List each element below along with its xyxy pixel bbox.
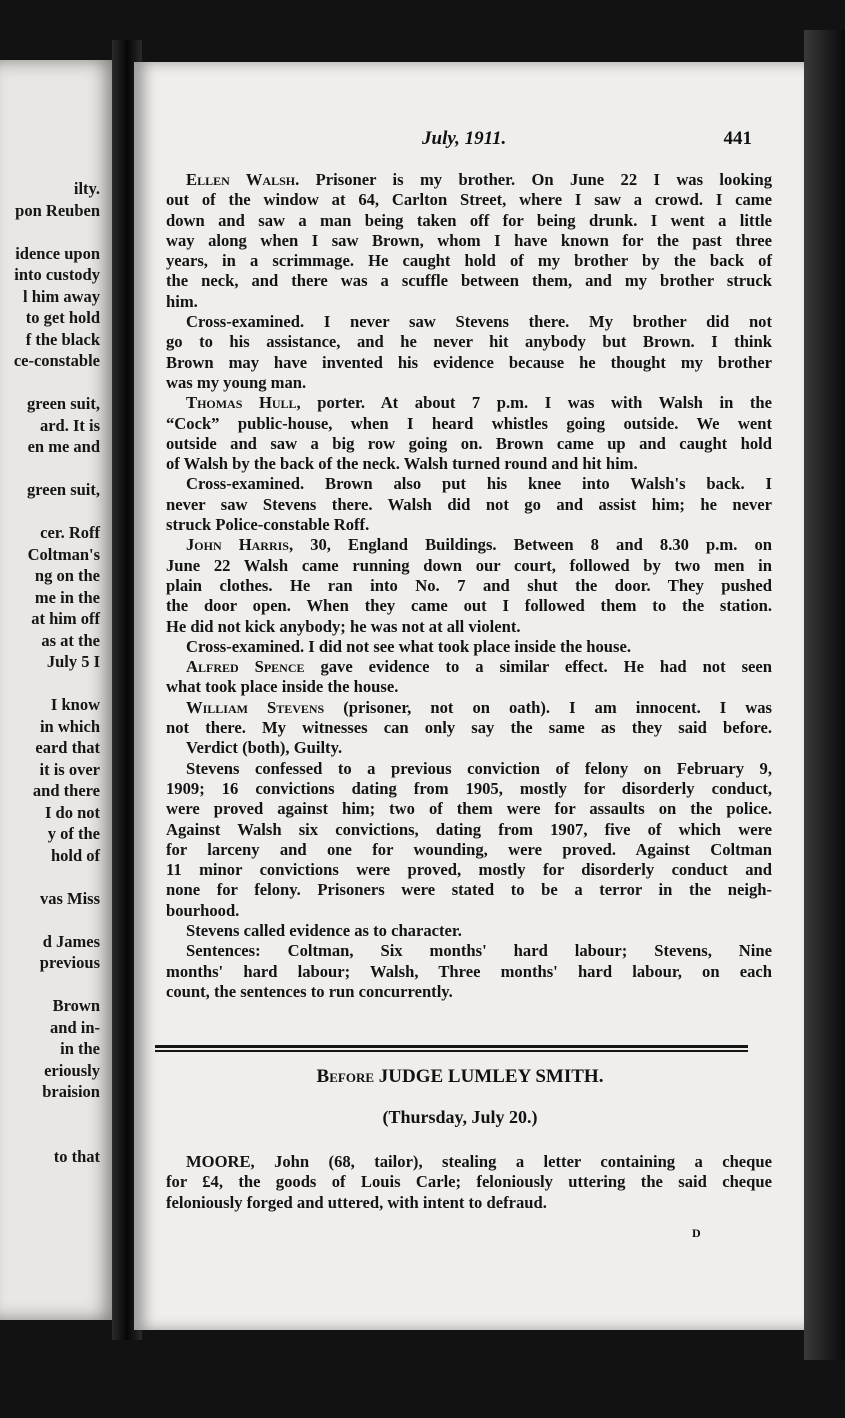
line-text: plain clothes. He ran into No. 7 and shut the door. They pushed bbox=[166, 575, 772, 595]
left-fragment-line: vas Miss bbox=[39, 888, 100, 908]
line-text: Verdict (both), Guilty. bbox=[186, 738, 343, 758]
left-fragment-line: cer. Roff bbox=[40, 523, 100, 542]
section-rule-thick bbox=[155, 1045, 748, 1048]
text-line bbox=[166, 677, 772, 697]
left-fragment-line: Coltman's bbox=[27, 544, 100, 564]
line-text: Stevens confessed to a previous conviction of felony on February 9, bbox=[186, 758, 772, 778]
left-fragment-line: and there bbox=[32, 781, 100, 800]
text-line bbox=[166, 373, 772, 393]
left-fragment-line: at him off bbox=[31, 609, 100, 628]
witness-name: Alfred Spence bbox=[186, 657, 305, 677]
left-fragment-line: eriously bbox=[44, 1060, 100, 1080]
text-line bbox=[166, 454, 772, 474]
line-text: outside and saw a big row going on. Brown came up and caught hold bbox=[166, 433, 772, 453]
left-fragment-line: green suit, bbox=[26, 480, 100, 499]
left-fragment-line bbox=[0, 372, 100, 394]
signature-mark: D bbox=[692, 1226, 701, 1240]
text-line bbox=[166, 799, 772, 819]
line-text: down and saw a man being taken off for being drunk. I went a little bbox=[166, 210, 772, 230]
text-line bbox=[166, 921, 772, 941]
left-fragment-line: in which bbox=[39, 716, 100, 736]
testimony-text bbox=[166, 170, 772, 1002]
witness-name: John Harris, bbox=[186, 535, 294, 555]
left-fragment-line: Brown bbox=[52, 996, 100, 1015]
left-fragment-line bbox=[0, 1124, 100, 1146]
section-rule-thin bbox=[155, 1050, 748, 1052]
line-text: bourhood. bbox=[166, 900, 240, 920]
text-line bbox=[166, 332, 772, 352]
line-text: go to his assistance, and he never hit anybody but Brown. I think bbox=[166, 332, 772, 352]
left-page bbox=[0, 60, 118, 1320]
text-line bbox=[166, 515, 772, 535]
left-fragment-line bbox=[0, 974, 100, 996]
line-text: never saw Stevens there. Walsh did not go and assist him; he never bbox=[166, 494, 772, 514]
text-line bbox=[166, 556, 772, 576]
text-line bbox=[166, 779, 772, 799]
line-text: was my young man. bbox=[166, 372, 307, 392]
line-text: porter. At about 7 p.m. I was with Walsh in the bbox=[300, 393, 772, 413]
line-text: what took place inside the house. bbox=[166, 677, 399, 697]
left-fragment-line: in the bbox=[60, 1039, 100, 1058]
text-line bbox=[166, 231, 772, 251]
line-text: none for felony. Prisoners were stated to be a terror in the neigh- bbox=[166, 880, 772, 900]
witness-name: William Stevens bbox=[186, 697, 325, 717]
text-line bbox=[166, 312, 772, 332]
left-fragment-line: green suit, bbox=[26, 394, 100, 413]
section-heading bbox=[160, 1066, 760, 1088]
line-text: Cross-examined. Brown also put his knee into Walsh's back. I bbox=[186, 474, 772, 494]
line-text: “Cock” public-house, when I heard whistles going outside. We went bbox=[166, 413, 772, 433]
line-text: Sentences: Coltman, Six months' hard labour; Stevens, Nine bbox=[186, 941, 772, 961]
left-fragment-line bbox=[0, 1103, 100, 1125]
left-fragment-line: pon Reuben bbox=[15, 200, 100, 220]
left-fragment-line: into custody bbox=[14, 265, 100, 284]
line-text: count, the sentences to run concurrently. bbox=[166, 981, 453, 1001]
left-fragment-line: I do not bbox=[44, 802, 100, 822]
section-heading-main: JUDGE LUMLEY SMITH. bbox=[374, 1066, 604, 1087]
text-line bbox=[166, 1172, 772, 1192]
left-fragment-line bbox=[0, 866, 100, 888]
left-fragment-line: previous bbox=[39, 953, 100, 972]
line-text: him. bbox=[166, 291, 198, 311]
left-fragment-line: ilty. bbox=[73, 179, 100, 198]
line-text: for £4, the goods of Louis Carle; feloniously uttering the said cheque bbox=[166, 1172, 772, 1192]
text-line bbox=[166, 860, 772, 880]
left-fragment-line: hold of bbox=[50, 845, 100, 865]
case-text bbox=[166, 1152, 772, 1213]
section-heading-prefix: Before bbox=[316, 1066, 375, 1087]
page-edge bbox=[804, 30, 845, 1360]
line-text: He did not kick anybody; he was not at all violent. bbox=[166, 616, 521, 636]
line-text: 30, England Buildings. Between 8 and 8.30 p.m. on bbox=[293, 535, 772, 555]
left-fragment-line: y of the bbox=[47, 824, 100, 843]
line-text: the neck, and there was a scuffle between them, and my brother struck bbox=[166, 271, 772, 291]
left-fragment-line: me in the bbox=[34, 587, 100, 607]
text-line bbox=[166, 657, 772, 677]
text-line bbox=[166, 292, 772, 312]
line-text: Cross-examined. I never saw Stevens there. My brother did not bbox=[186, 312, 772, 332]
left-fragment-line: to that bbox=[53, 1146, 100, 1166]
text-line bbox=[166, 1152, 772, 1172]
text-line bbox=[166, 901, 772, 921]
left-fragment-line: f the black bbox=[25, 329, 100, 349]
line-text: months' hard labour; Walsh, Three months' hard labour, on each bbox=[166, 961, 772, 981]
left-fragment-line: ard. It is bbox=[39, 415, 100, 435]
text-line bbox=[166, 434, 772, 454]
text-line bbox=[166, 880, 772, 900]
left-fragment-line: and in- bbox=[50, 1017, 100, 1037]
left-fragment-line: as at the bbox=[41, 630, 100, 650]
witness-name: Ellen Walsh. bbox=[186, 170, 300, 189]
line-text: Prisoner is my brother. On June 22 I was looking bbox=[299, 170, 773, 189]
line-text: way along when I saw Brown, whom I have known for the past three bbox=[166, 230, 772, 250]
left-fragment-line: July 5 I bbox=[46, 652, 100, 671]
text-line bbox=[166, 637, 772, 657]
line-text: 1909; 16 convictions dating from 1905, mostly for disorderly conduct, bbox=[166, 778, 772, 798]
left-fragment-line: ce-constable bbox=[13, 351, 100, 370]
text-line bbox=[166, 596, 772, 616]
text-line bbox=[166, 576, 772, 596]
text-line bbox=[166, 982, 772, 1002]
text-line bbox=[166, 759, 772, 779]
text-line bbox=[166, 698, 772, 718]
line-text: 11 minor convictions were proved, mostly for disorderly conduct and bbox=[166, 860, 772, 880]
line-text: Cross-examined. I did not see what took place inside the house. bbox=[186, 636, 631, 656]
left-fragment-line bbox=[0, 501, 100, 523]
text-line bbox=[166, 353, 772, 373]
left-fragment-line bbox=[0, 221, 100, 243]
text-line bbox=[166, 170, 772, 190]
line-text: for larceny and one for wounding, were proved. Against Coltman bbox=[166, 839, 772, 859]
line-text: June 22 Walsh came running down our court, followed by two men in bbox=[166, 555, 772, 575]
line-text: struck Police-constable Roff. bbox=[166, 515, 370, 535]
left-page-text bbox=[0, 178, 100, 1167]
text-line bbox=[166, 535, 772, 555]
section-date: (Thursday, July 20.) bbox=[382, 1107, 538, 1127]
left-fragment-line: I know bbox=[50, 695, 100, 714]
line-text: out of the window at 64, Carlton Street, where I saw a crowd. I came bbox=[166, 190, 772, 210]
header-date: July, 1911. bbox=[422, 128, 507, 149]
text-line bbox=[166, 718, 772, 738]
text-line bbox=[166, 738, 772, 758]
line-text: (prisoner, not on oath). I am innocent. I was bbox=[324, 697, 772, 717]
page-header bbox=[160, 128, 760, 152]
left-fragment-line bbox=[0, 909, 100, 931]
text-line bbox=[166, 190, 772, 210]
text-line bbox=[166, 962, 772, 982]
line-text: Stevens called evidence as to character. bbox=[186, 920, 462, 940]
left-fragment-line bbox=[0, 673, 100, 695]
text-line bbox=[166, 941, 772, 961]
left-fragment-line: ng on the bbox=[34, 566, 100, 585]
text-line bbox=[166, 495, 772, 515]
line-text: the door open. When they came out I followed them to the station. bbox=[166, 596, 772, 616]
text-line bbox=[166, 211, 772, 231]
line-text: of Walsh by the back of the neck. Walsh turned round and hit him. bbox=[166, 454, 638, 474]
line-text: were proved against him; two of them were for assaults on the police. bbox=[166, 799, 772, 819]
text-line bbox=[166, 414, 772, 434]
text-line bbox=[166, 617, 772, 637]
page-number: 441 bbox=[723, 128, 752, 149]
left-fragment-line: d James bbox=[42, 931, 100, 951]
text-line bbox=[166, 1193, 772, 1213]
text-line bbox=[166, 820, 772, 840]
line-text: MOORE, John (68, tailor), stealing a letter containing a cheque bbox=[186, 1152, 772, 1171]
line-text: Brown may have invented his evidence because he thought my brother bbox=[166, 352, 772, 372]
left-fragment-line: eard that bbox=[35, 738, 100, 757]
line-text: years, in a scrimmage. He caught hold of my brother by the back of bbox=[166, 251, 772, 271]
left-fragment-line: it is over bbox=[39, 759, 100, 779]
left-fragment-line bbox=[0, 458, 100, 480]
left-fragment-line: l him away bbox=[22, 286, 100, 306]
left-fragment-line: idence upon bbox=[15, 243, 100, 263]
left-fragment-line: braision bbox=[42, 1082, 100, 1101]
left-fragment-line: en me and bbox=[27, 437, 100, 456]
line-text: feloniously forged and uttered, with intent to defraud. bbox=[166, 1192, 547, 1212]
witness-name: Thomas Hull, bbox=[186, 393, 301, 413]
line-text: gave evidence to a similar effect. He had not seen bbox=[304, 657, 773, 677]
text-line bbox=[166, 474, 772, 494]
text-line bbox=[166, 271, 772, 291]
text-line bbox=[166, 393, 772, 413]
text-line bbox=[166, 251, 772, 271]
text-line bbox=[166, 840, 772, 860]
line-text: not there. My witnesses can only say the same as they said before. bbox=[166, 718, 772, 738]
line-text: Against Walsh six convictions, dating from 1907, five of which were bbox=[166, 819, 772, 839]
left-fragment-line: to get hold bbox=[25, 308, 100, 327]
